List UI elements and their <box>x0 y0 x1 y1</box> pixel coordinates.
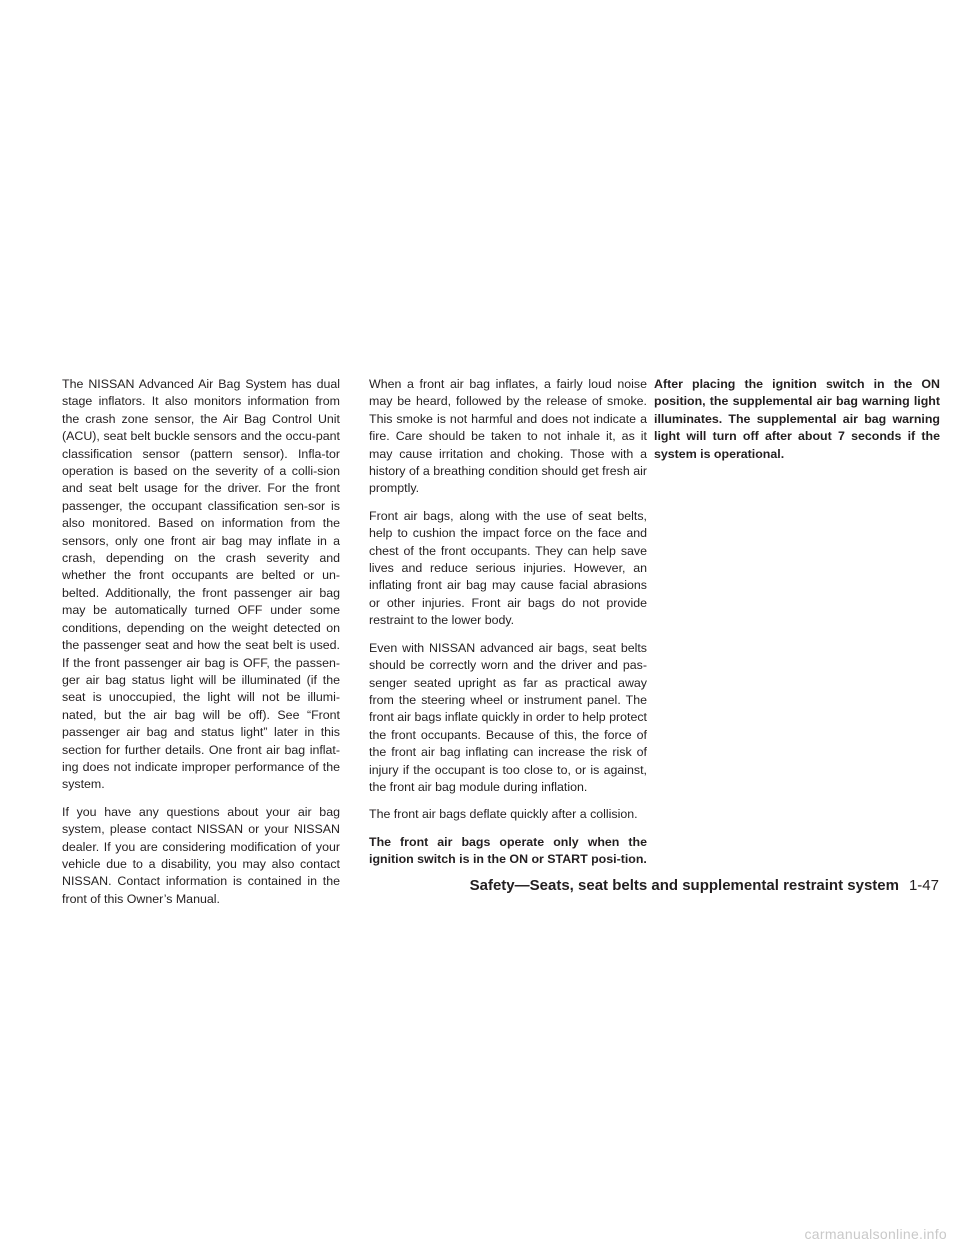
paragraph: If you have any questions about your air bag system, please contact NISSAN or your NISSAN dealer. If you are considering modification of your vehicle due to a disability, you may also contact NISSAN. Contact information is contained in the front of this Owner’s Manual. <box>62 804 340 906</box>
paragraph: The front air bags deflate quickly after a collision. <box>369 807 638 822</box>
watermark: carmanualsonline.info <box>804 1226 947 1242</box>
page-footer <box>399 876 939 896</box>
text-column-2 <box>369 376 647 879</box>
paragraph: The NISSAN Advanced Air Bag System has dual stage inflators. It also monitors information from the crash zone sensor, the Air Bag Control Unit (ACU), seat belt buckle sensors and the occu-pant classification sensor (pattern sensor). Infla-tor operation is based on the severity of a colli-sion and seat belt usage for the driver. For the front passenger, the occupant classification sen-sor is also monitored. Based on information from the sensors, only one front air bag may inflate in a crash, depending on the crash severity and whether the front occupants are belted or un-belted. Additionally, the front passenger air bag may be automatically turned OFF under some conditions, depending on the weight detected on the passenger seat and how the seat belt is used. If the front passenger air bag is OFF, the passen-ger air bag status light will be illuminated (if the seat is unoccupied, the light will not be illumi-nated, but the air bag will be off). See “Front passenger air bag and status light” later in this section for further details. One front air bag inflat-ing does not indicate improper performance of the system. <box>62 377 340 792</box>
paragraph: Even with NISSAN advanced air bags, seat belts should be correctly worn and the driver and pas-senger seated upright as far as practical away from the steering wheel or instrument panel. The front air bags inflate quickly in order to help protect the front occupants. Because of this, the force of the front air bag inflating can increase the risk of injury if the occupant is too close to, or is against, the front air bag module during inflation. <box>369 640 647 794</box>
paragraph: When a front air bag inflates, a fairly loud noise may be heard, followed by the release of smoke. This smoke is not harmful and does not indicate a fire. Care should be taken to not inhale it, as it may cause irritation and choking. Those with a history of a breathing condition should get fresh air promptly. <box>369 377 647 496</box>
section-title: Safety—Seats, seat belts and supplemental restraint system <box>469 877 899 894</box>
warning-paragraph: After placing the ignition switch in the ON position, the supplemental air bag warning light illuminates. The supplemental air bag warning light will turn off after about 7 seconds if the system is operational. <box>654 377 940 461</box>
warning-paragraph: The front air bags operate only when the ignition switch is in the ON or START posi-tion. <box>369 834 647 867</box>
text-column-1 <box>62 376 340 918</box>
paragraph: Front air bags, along with the use of seat belts, help to cushion the impact force on the face and chest of the front occupants. They can help save lives and reduce serious injuries. However, an inflating front air bag may cause facial abrasions or other injuries. Front air bags do not provide restraint to the lower body. <box>369 508 647 628</box>
text-column-3 <box>654 376 940 473</box>
page-number: 1-47 <box>908 877 939 894</box>
